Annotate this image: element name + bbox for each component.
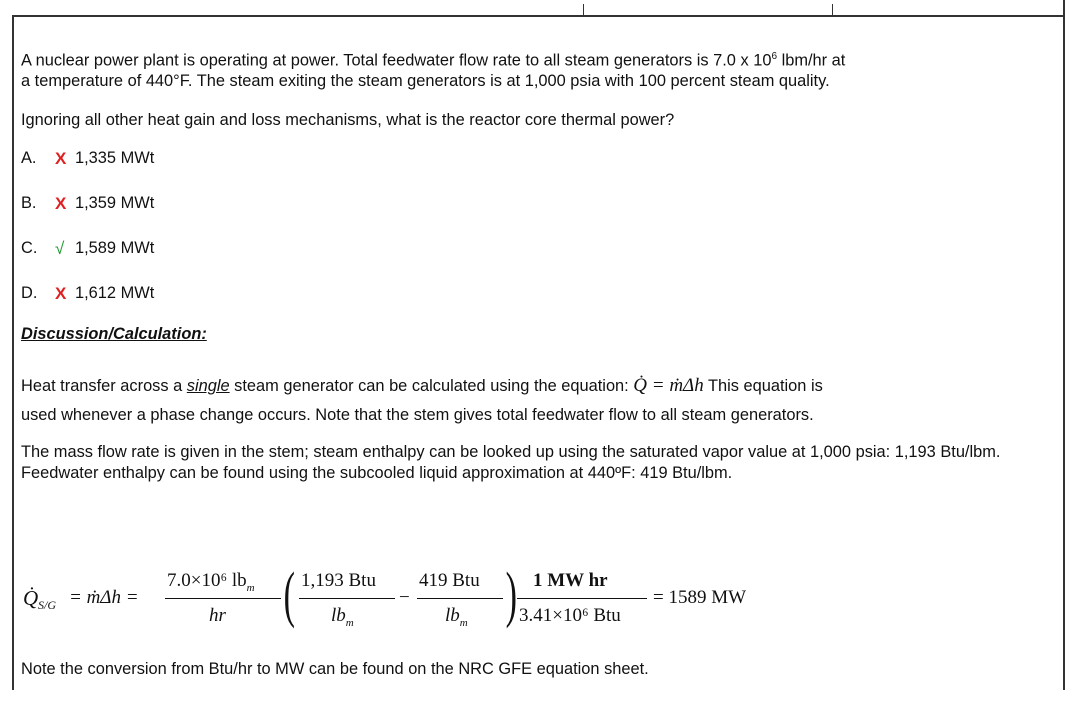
incorrect-x-icon: X (55, 148, 67, 168)
frame-tick (832, 4, 833, 16)
frame-left-border (12, 15, 14, 690)
frame-right-border (1063, 0, 1065, 690)
fraction-bar (299, 598, 395, 599)
right-paren: ) (505, 561, 518, 629)
incorrect-x-icon: X (55, 283, 67, 303)
discussion-paragraph-2: The mass flow rate is given in the stem; steam enthalpy can be looked up using the saturated vapor value at 1,000 psia: 1,193 Btu/lbm. Feedwater enthalpy can be found using the subcooled liquid approximation at 440ºF: 419 Btu/lbm. (21, 443, 1001, 483)
left-paren: ( (283, 561, 296, 629)
question-prompt: Ignoring all other heat gain and loss mechanisms, what is the reactor core thermal power? (21, 111, 675, 130)
correct-check-icon: √ (55, 238, 65, 258)
choice-a: A. X 1,335 MWt (21, 148, 155, 168)
thermal-power-equation: Q̇ S/G = ṁΔh = 7.0×10⁶ $lb_m$ hr ( 1,193 Btu $lb_m$ − 419 Btu $lb_m$ ) 1 MW hr 3.41×10⁶ Btu = 1589 MW (23, 561, 747, 629)
choice-c: C. √ 1,589 MWt (21, 238, 155, 258)
incorrect-x-icon: X (55, 193, 67, 213)
fraction-bar (517, 598, 647, 599)
inline-equation: Q̇ = ṁΔh (633, 375, 704, 397)
discussion-title: Discussion/Calculation: (21, 325, 207, 344)
conversion-note: Note the conversion from Btu/hr to MW can be found on the NRC GFE equation sheet. (21, 660, 649, 678)
discussion-paragraph-1: Heat transfer across a single steam generator can be calculated using the equation: Q̇ = ṁΔh This equation is used whenever a phase change occurs. Note that the stem gives total feedwater flow to all steam generators. (21, 375, 823, 425)
question-content (21, 46, 1051, 484)
choice-b: B. X 1,359 MWt (21, 193, 155, 213)
question-stem: A nuclear power plant is operating at power. Total feedwater flow rate to all steam generators is 7.0 x $10^6$ lbm/hr at a temperature of 440°F. The steam exiting the steam generators is at 1,000 psia with 100 percent steam quality. (21, 51, 846, 91)
frame-tick (583, 4, 584, 16)
choice-d: D. X 1,612 MWt (21, 283, 155, 303)
frame-top-border (12, 15, 1065, 17)
fraction-bar (417, 598, 503, 599)
fraction-bar (165, 598, 281, 599)
